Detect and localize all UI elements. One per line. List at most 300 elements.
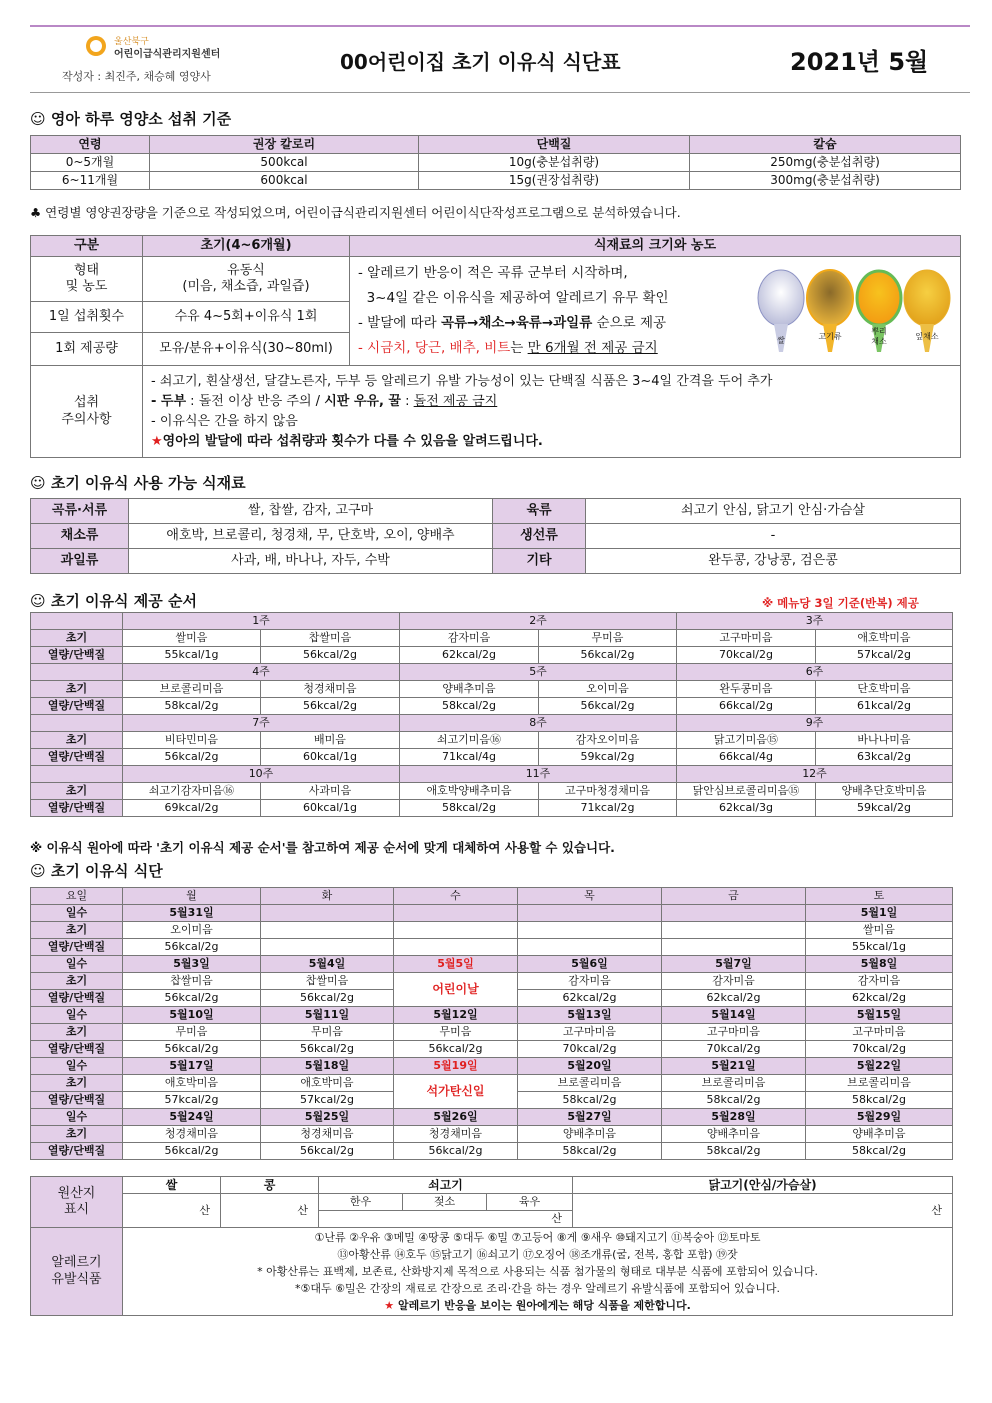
menu-holiday-cell: 어린이날: [394, 973, 518, 1007]
guide-caution-text: 시판 우유, 꿀: [324, 393, 401, 409]
menu-date-cell: 5월21일: [662, 1058, 806, 1075]
order-week-row: [31, 766, 953, 783]
menu-kcal-cell: 56kcal/2g: [261, 1041, 394, 1058]
order-kcal-row: [31, 800, 953, 817]
menu-kcal-cell: 58kcal/2g: [518, 1143, 662, 1160]
order-row-label: 초기: [31, 630, 123, 647]
allergy-line: ①난류 ②우유 ③메밀 ④땅콩 ⑤대두 ⑥밀 ⑦고등어 ⑧게 ⑨새우 ⑩돼지고기 ⑪복숭아 ⑫토마토: [314, 1231, 761, 1244]
spoon-label: 고기류: [818, 332, 842, 341]
menu-kcal-row: [31, 1143, 953, 1160]
star-icon: ★: [151, 433, 163, 449]
menu-date-cell: 5월3일: [123, 956, 261, 973]
order-menu-cell: 쌀미음: [123, 630, 261, 647]
order-week-row: [31, 664, 953, 681]
menu-date-cell: [662, 905, 806, 922]
menu-row-label: 일수: [31, 956, 123, 973]
menu-date-cell: [394, 905, 518, 922]
order-row-label: 초기: [31, 681, 123, 698]
guide-size-ban: 만 6개월 전 제공 금지: [527, 340, 658, 356]
order-kcal-cell: 66kcal/2g: [677, 698, 816, 715]
foods-value: -: [586, 524, 961, 549]
order-menu-cell: 고구마미음: [677, 630, 816, 647]
menu-item-cell: 찹쌀미음: [261, 973, 394, 990]
star-icon: ★: [384, 1299, 395, 1312]
menu-kcal-cell: 56kcal/2g: [261, 990, 394, 1007]
menu-row-label: 초기: [31, 1024, 123, 1041]
menu-item-cell: [518, 922, 662, 939]
menu-kcal-cell: 58kcal/2g: [662, 1143, 806, 1160]
guide-header-stage: 초기(4~6개월): [143, 236, 350, 257]
menu-day-header: 수: [394, 888, 518, 905]
guide-caution-text: :: [400, 393, 414, 409]
menu-day-header: 금: [662, 888, 806, 905]
menu-kcal-row: [31, 939, 953, 956]
order-week-corner: [31, 766, 123, 783]
order-week-corner: [31, 664, 123, 681]
order-menu-cell: 비타민미음: [123, 732, 261, 749]
guide-size-line-text: 순으로 제공: [592, 315, 667, 331]
menu-date-cell: 5월18일: [261, 1058, 394, 1075]
menu-kcal-cell: 57kcal/2g: [123, 1092, 261, 1109]
nutrition-header: 단백질: [419, 136, 690, 154]
origin-beef-sub: 젖소: [403, 1194, 487, 1211]
nutrition-cell: 15g(권장섭취량): [419, 172, 690, 190]
page-title: 00어린이집 초기 이유식 식단표: [340, 50, 621, 74]
guide-size-line: 3~4일 같은 이유식을 제공하여 알레르기 유무 확인: [358, 290, 669, 306]
menu-day-header-row: [31, 888, 953, 905]
order-kcal-cell: 60kcal/1g: [261, 800, 400, 817]
order-kcal-cell: 56kcal/2g: [539, 647, 677, 664]
guide-caution-ban: 돌전 제공 금지: [413, 393, 498, 409]
origin-beef-value: 산: [319, 1211, 573, 1228]
order-menu-cell: 쇠고기미음⑯: [400, 732, 539, 749]
menu-item-cell: 청경채미음: [261, 1126, 394, 1143]
menu-kcal-cell: 56kcal/2g: [123, 1143, 261, 1160]
section-menu-title: ☺ 초기 이유식 식단: [30, 862, 163, 880]
nutrition-table: [30, 135, 961, 190]
order-menu-cell: 사과미음: [261, 783, 400, 800]
guide-form-value-1: 유동식: [227, 262, 265, 278]
guide-caution-cell: [143, 366, 961, 458]
menu-row-label: 열량/단백질: [31, 1143, 123, 1160]
order-row-label: 열량/단백질: [31, 647, 123, 664]
menu-item-cell: 무미음: [123, 1024, 261, 1041]
guide-freq-label: 1일 섭취횟수: [31, 302, 143, 333]
menu-date-cell: 5월15일: [806, 1007, 953, 1024]
menu-date-cell: 5월22일: [806, 1058, 953, 1075]
allergy-line: *⑤대두 ⑥밀은 간장의 재료로 간장으로 조리·간을 하는 경우 알레르기 유발식품에 포함되어 있습니다.: [294, 1282, 781, 1295]
menu-date-cell: 5월4일: [261, 956, 394, 973]
order-kcal-cell: 56kcal/2g: [261, 647, 400, 664]
menu-item-cell: 쌀미음: [806, 922, 953, 939]
menu-kcal-cell: 56kcal/2g: [123, 990, 261, 1007]
menu-row-label: 열량/단백질: [31, 939, 123, 956]
menu-item-row: [31, 1126, 953, 1143]
order-week-label: 4주: [123, 664, 400, 681]
nutrition-note: ♣ 연령별 영양권장량을 기준으로 작성되었으며, 어린이급식관리지원센터 어린이식단작성프로그램으로 분석하였습니다.: [30, 205, 681, 220]
order-menu-row: [31, 681, 953, 698]
menu-kcal-cell: 56kcal/2g: [394, 1041, 518, 1058]
header-divider-bottom: [30, 92, 970, 93]
nutrition-cell: 300mg(충분섭취량): [690, 172, 961, 190]
menu-row-label: 초기: [31, 922, 123, 939]
order-side-note: ※ 메뉴당 3일 기준(반복) 제공: [762, 596, 919, 610]
menu-row-label: 일수: [31, 1007, 123, 1024]
nutrition-cell: 600kcal: [150, 172, 419, 190]
menu-item-row: [31, 1075, 953, 1092]
nutrition-cell: 500kcal: [150, 154, 419, 172]
order-kcal-cell: 61kcal/2g: [816, 698, 953, 715]
menu-kcal-cell: 58kcal/2g: [518, 1092, 662, 1109]
order-kcal-cell: 71kcal/4g: [400, 749, 539, 766]
logo-icon: [86, 36, 106, 56]
menu-day-header: 목: [518, 888, 662, 905]
menu-date-cell: 5월27일: [518, 1109, 662, 1126]
menu-item-cell: 애호박미음: [123, 1075, 261, 1092]
menu-item-cell: 오이미음: [123, 922, 261, 939]
menu-item-cell: 양배추미음: [518, 1126, 662, 1143]
guide-caution-text: 영아의 발달에 따라 섭취량과 횟수가 다를 수 있음을 알려드립니다.: [162, 433, 543, 449]
order-menu-row: [31, 630, 953, 647]
logo-title: 어린이급식관리지원센터: [114, 49, 221, 60]
guide-caution-text: - 두부: [151, 393, 187, 409]
order-menu-cell: 바나나미음: [816, 732, 953, 749]
menu-date-row: [31, 1109, 953, 1126]
foods-label: 기타: [493, 549, 586, 574]
menu-kcal-cell: 56kcal/2g: [123, 939, 261, 956]
origin-rice-label: 쌀: [123, 1177, 221, 1194]
table-row: [31, 499, 961, 524]
order-menu-cell: 브로콜리미음: [123, 681, 261, 698]
menu-date-cell: 5월13일: [518, 1007, 662, 1024]
menu-row-label: 일수: [31, 905, 123, 922]
guide-amount-value: 모유/분유+이유식(30~80ml): [143, 333, 350, 366]
order-kcal-cell: 56kcal/2g: [123, 749, 261, 766]
order-menu-cell: 감자오이미음: [539, 732, 677, 749]
spoon-label: 쌀: [777, 336, 785, 345]
spoon-illustration: [757, 268, 952, 354]
menu-row-label: 일수: [31, 1109, 123, 1126]
guide-size-restricted: - 시금치, 당근, 배추, 비트: [358, 340, 511, 356]
menu-kcal-cell: 56kcal/2g: [394, 1143, 518, 1160]
order-row-label: 초기: [31, 732, 123, 749]
menu-item-row: [31, 922, 953, 939]
author: 작성자 : 최진주, 채승혜 영양사: [62, 70, 211, 83]
order-menu-row: [31, 732, 953, 749]
order-week-row: [31, 715, 953, 732]
guide-amount-label: 1회 제공량: [31, 333, 143, 366]
order-kcal-cell: 59kcal/2g: [539, 749, 677, 766]
order-row-label: 열량/단백질: [31, 698, 123, 715]
menu-date-cell: 5월24일: [123, 1109, 261, 1126]
menu-item-cell: 청경채미음: [123, 1126, 261, 1143]
menu-item-cell: [662, 922, 806, 939]
menu-kcal-cell: 55kcal/1g: [806, 939, 953, 956]
order-menu-cell: 감자미음: [400, 630, 539, 647]
menu-date-row: [31, 1007, 953, 1024]
allergy-line: ⑬아황산류 ⑭호두 ⑮닭고기 ⑯쇠고기 ⑰오징어 ⑱조개류(굴, 전복, 홍합 포함) ⑲잣: [337, 1248, 738, 1261]
menu-date-cell: 5월19일: [394, 1058, 518, 1075]
menu-table: [30, 887, 953, 1160]
section-foods-title: ☺ 초기 이유식 사용 가능 식재료: [30, 474, 246, 492]
menu-item-cell: 양배추미음: [806, 1126, 953, 1143]
nutrition-cell: 0~5개월: [31, 154, 150, 172]
menu-kcal-cell: 58kcal/2g: [662, 1092, 806, 1109]
menu-item-cell: 고구마미음: [662, 1024, 806, 1041]
menu-kcal-cell: 70kcal/2g: [806, 1041, 953, 1058]
order-menu-cell: 닭고기미음⑮: [677, 732, 816, 749]
menu-item-row: [31, 1024, 953, 1041]
guide-caution-text: : 돌전 이상 반응 주의 /: [186, 393, 325, 409]
order-week-label: 10주: [123, 766, 400, 783]
menu-item-cell: 청경채미음: [394, 1126, 518, 1143]
menu-kcal-cell: [394, 939, 518, 956]
order-kcal-cell: 58kcal/2g: [123, 698, 261, 715]
allergy-warning: 알레르기 반응을 보이는 원아에게는 해당 식품을 제한합니다.: [394, 1299, 691, 1312]
menu-item-cell: 고구마미음: [806, 1024, 953, 1041]
order-week-label: 12주: [677, 766, 953, 783]
page-date: 2021년 5월: [790, 48, 929, 76]
menu-kcal-cell: 57kcal/2g: [261, 1092, 394, 1109]
foods-label: 과일류: [31, 549, 129, 574]
order-kcal-cell: 56kcal/2g: [261, 698, 400, 715]
table-row: [31, 154, 961, 172]
order-week-label: 1주: [123, 613, 400, 630]
spoon-label-root-1: 뿌리: [871, 327, 887, 336]
menu-item-cell: [261, 922, 394, 939]
origin-label: 원산지 표시: [31, 1177, 123, 1228]
menu-date-row: [31, 956, 953, 973]
menu-kcal-cell: 56kcal/2g: [123, 1041, 261, 1058]
order-kcal-cell: 57kcal/2g: [816, 647, 953, 664]
spoon-label-root-2: 채소: [871, 337, 887, 346]
foods-table: [30, 498, 961, 574]
menu-kcal-cell: 62kcal/2g: [806, 990, 953, 1007]
order-menu-cell: 단호박미음: [816, 681, 953, 698]
order-kcal-cell: 69kcal/2g: [123, 800, 261, 817]
allergy-line: [125, 1297, 950, 1314]
menu-item-cell: 감자미음: [662, 973, 806, 990]
foods-value: 애호박, 브로콜리, 청경채, 무, 단호박, 오이, 양배추: [129, 524, 493, 549]
section-nutrition-title: ☺ 영아 하루 영양소 섭취 기준: [30, 110, 232, 128]
order-menu-cell: 애호박양배추미음: [400, 783, 539, 800]
menu-kcal-cell: 62kcal/2g: [662, 990, 806, 1007]
menu-item-cell: 찹쌀미음: [123, 973, 261, 990]
order-week-label: 7주: [123, 715, 400, 732]
order-menu-cell: 청경채미음: [261, 681, 400, 698]
guide-caution-label: 섭취 주의사항: [31, 366, 143, 458]
guide-caution-line: - 이유식은 간을 하지 않음: [151, 413, 298, 429]
order-week-label: 11주: [400, 766, 677, 783]
menu-date-cell: [261, 905, 394, 922]
menu-date-row: [31, 905, 953, 922]
foods-label: 곡류·서류: [31, 499, 129, 524]
menu-row-label: 열량/단백질: [31, 1041, 123, 1058]
order-kcal-cell: 56kcal/2g: [539, 698, 677, 715]
origin-beef-sub: 육우: [487, 1194, 573, 1211]
menu-item-cell: 감자미음: [518, 973, 662, 990]
menu-date-cell: 5월5일: [394, 956, 518, 973]
header-divider-top: [30, 25, 970, 27]
menu-holiday-cell: 석가탄신일: [394, 1075, 518, 1109]
order-kcal-cell: 66kcal/4g: [677, 749, 816, 766]
menu-item-cell: 브로콜리미음: [806, 1075, 953, 1092]
menu-item-cell: [394, 922, 518, 939]
menu-date-cell: 5월26일: [394, 1109, 518, 1126]
order-week-label: 2주: [400, 613, 677, 630]
order-kcal-cell: 62kcal/2g: [400, 647, 539, 664]
foods-value: 완두콩, 강낭콩, 검은콩: [586, 549, 961, 574]
menu-date-cell: 5월20일: [518, 1058, 662, 1075]
menu-row-label: 초기: [31, 1075, 123, 1092]
spoon-label: 잎채소: [915, 332, 939, 341]
origin-chicken-label: 닭고기(안심/가슴살): [573, 1177, 953, 1194]
menu-item-cell: 고구마미음: [518, 1024, 662, 1041]
order-kcal-cell: 58kcal/2g: [400, 698, 539, 715]
order-menu-row: [31, 783, 953, 800]
order-menu-cell: 양배추단호박미음: [816, 783, 953, 800]
menu-date-row: [31, 1058, 953, 1075]
menu-item-cell: 양배추미음: [662, 1126, 806, 1143]
allergy-line: * 아황산류는 표백제, 보존료, 산화방지제 목적으로 사용되는 식품 첨가물의 형태로 대부분 식품에 포함되어 있습니다.: [257, 1265, 818, 1278]
menu-date-cell: 5월28일: [662, 1109, 806, 1126]
menu-date-cell: 5월1일: [806, 905, 953, 922]
menu-date-cell: 5월14일: [662, 1007, 806, 1024]
guide-freq-value: 수유 4~5회+이유식 1회: [143, 302, 350, 333]
foods-label: 채소류: [31, 524, 129, 549]
menu-kcal-cell: 70kcal/2g: [662, 1041, 806, 1058]
menu-item-cell: 애호박미음: [261, 1075, 394, 1092]
order-menu-cell: 완두콩미음: [677, 681, 816, 698]
order-kcal-cell: 59kcal/2g: [816, 800, 953, 817]
menu-item-cell: 무미음: [261, 1024, 394, 1041]
menu-day-header: 토: [806, 888, 953, 905]
origin-beef-label: 쇠고기: [319, 1177, 573, 1194]
guide-form-value-2: (미음, 채소즙, 과일즙): [182, 279, 310, 295]
order-week-label: 6주: [677, 664, 953, 681]
foods-label: 생선류: [493, 524, 586, 549]
menu-day-header: 월: [123, 888, 261, 905]
menu-item-cell: 브로콜리미음: [518, 1075, 662, 1092]
origin-allergy-table: [30, 1176, 953, 1316]
order-menu-cell: 애호박미음: [816, 630, 953, 647]
order-menu-cell: 배미음: [261, 732, 400, 749]
guide-caution-line: - 쇠고기, 흰살생선, 달걀노른자, 두부 등 알레르기 유발 가능성이 있는 단백질 식품은 3~4일 간격을 두어 추가: [151, 373, 773, 389]
order-row-label: 열량/단백질: [31, 749, 123, 766]
menu-row-label: 일수: [31, 1058, 123, 1075]
order-menu-cell: 찹쌀미음: [261, 630, 400, 647]
foods-label: 육류: [493, 499, 586, 524]
order-week-label: 8주: [400, 715, 677, 732]
order-menu-cell: 쇠고기감자미음⑯: [123, 783, 261, 800]
order-menu-cell: 고구마청경채미음: [539, 783, 677, 800]
guide-size-line-text: - 발달에 따라: [358, 315, 441, 331]
menu-date-cell: 5월12일: [394, 1007, 518, 1024]
menu-kcal-cell: 56kcal/2g: [261, 1143, 394, 1160]
order-week-label: 9주: [677, 715, 953, 732]
order-week-label: 5주: [400, 664, 677, 681]
menu-row-label: 초기: [31, 1126, 123, 1143]
order-kcal-cell: 71kcal/2g: [539, 800, 677, 817]
order-kcal-cell: 70kcal/2g: [677, 647, 816, 664]
order-row-label: 열량/단백질: [31, 800, 123, 817]
menu-row-label: 열량/단백질: [31, 990, 123, 1007]
guide-form-label: 형태 및 농도: [31, 257, 143, 302]
nutrition-header: 권장 칼로리: [150, 136, 419, 154]
order-table: [30, 612, 953, 817]
menu-date-cell: 5월17일: [123, 1058, 261, 1075]
order-kcal-row: [31, 647, 953, 664]
order-menu-cell: 닭안심브로콜리미음⑮: [677, 783, 816, 800]
order-week-corner: [31, 715, 123, 732]
menu-date-cell: [518, 905, 662, 922]
order-menu-cell: 양배추미음: [400, 681, 539, 698]
menu-row-label: 초기: [31, 973, 123, 990]
menu-date-cell: 5월31일: [123, 905, 261, 922]
origin-bean-value: 산: [221, 1194, 319, 1228]
menu-date-cell: 5월11일: [261, 1007, 394, 1024]
table-row: [31, 524, 961, 549]
menu-date-cell: 5월8일: [806, 956, 953, 973]
menu-day-header: 화: [261, 888, 394, 905]
table-row: [31, 172, 961, 190]
order-menu-cell: 무미음: [539, 630, 677, 647]
order-kcal-row: [31, 749, 953, 766]
foods-value: 사과, 배, 바나나, 자두, 수박: [129, 549, 493, 574]
guide-size-line: - 알레르기 반응이 적은 곡류 군부터 시작하며,: [358, 265, 628, 281]
nutrition-header: 연령: [31, 136, 150, 154]
order-menu-cell: 오이미음: [539, 681, 677, 698]
guide-size-line-text: 는: [510, 340, 528, 356]
order-week-label: 3주: [677, 613, 953, 630]
nutrition-header: 칼슘: [690, 136, 961, 154]
menu-date-cell: 5월25일: [261, 1109, 394, 1126]
menu-item-row: [31, 973, 953, 990]
menu-kcal-row: [31, 1041, 953, 1058]
order-note: ※ 이유식 원아에 따라 '초기 이유식 제공 순서'를 참고하여 제공 순서에 맞게 대체하여 사용할 수 있습니다.: [30, 840, 615, 855]
guide-header-category: 구분: [31, 236, 143, 257]
menu-date-cell: 5월7일: [662, 956, 806, 973]
origin-beef-sub: 한우: [319, 1194, 403, 1211]
nutrition-cell: 250mg(충분섭취량): [690, 154, 961, 172]
origin-rice-value: 산: [123, 1194, 221, 1228]
menu-date-cell: 5월29일: [806, 1109, 953, 1126]
order-kcal-cell: 58kcal/2g: [400, 800, 539, 817]
menu-kcal-cell: [662, 939, 806, 956]
order-kcal-cell: 62kcal/3g: [677, 800, 816, 817]
menu-date-cell: 5월10일: [123, 1007, 261, 1024]
order-row-label: 초기: [31, 783, 123, 800]
foods-value: 쇠고기 안심, 닭고기 안심·가슴살: [586, 499, 961, 524]
order-kcal-cell: 60kcal/1g: [261, 749, 400, 766]
allergy-cell: [123, 1228, 953, 1316]
nutrition-cell: 10g(충분섭취량): [419, 154, 690, 172]
menu-item-cell: 무미음: [394, 1024, 518, 1041]
order-week-corner: [31, 613, 123, 630]
section-order-title: ☺ 초기 이유식 제공 순서: [30, 592, 197, 610]
guide-header-size: 식재료의 크기와 농도: [350, 236, 961, 257]
nutrition-cell: 6~11개월: [31, 172, 150, 190]
guide-caution-line: [151, 432, 958, 452]
order-kcal-cell: 63kcal/2g: [816, 749, 953, 766]
guide-caution-line: [151, 392, 958, 412]
guide-form-value: [143, 257, 350, 302]
menu-kcal-cell: [518, 939, 662, 956]
menu-kcal-cell: 62kcal/2g: [518, 990, 662, 1007]
menu-row-label: 열량/단백질: [31, 1092, 123, 1109]
menu-day-header: 요일: [31, 888, 123, 905]
menu-kcal-cell: 70kcal/2g: [518, 1041, 662, 1058]
